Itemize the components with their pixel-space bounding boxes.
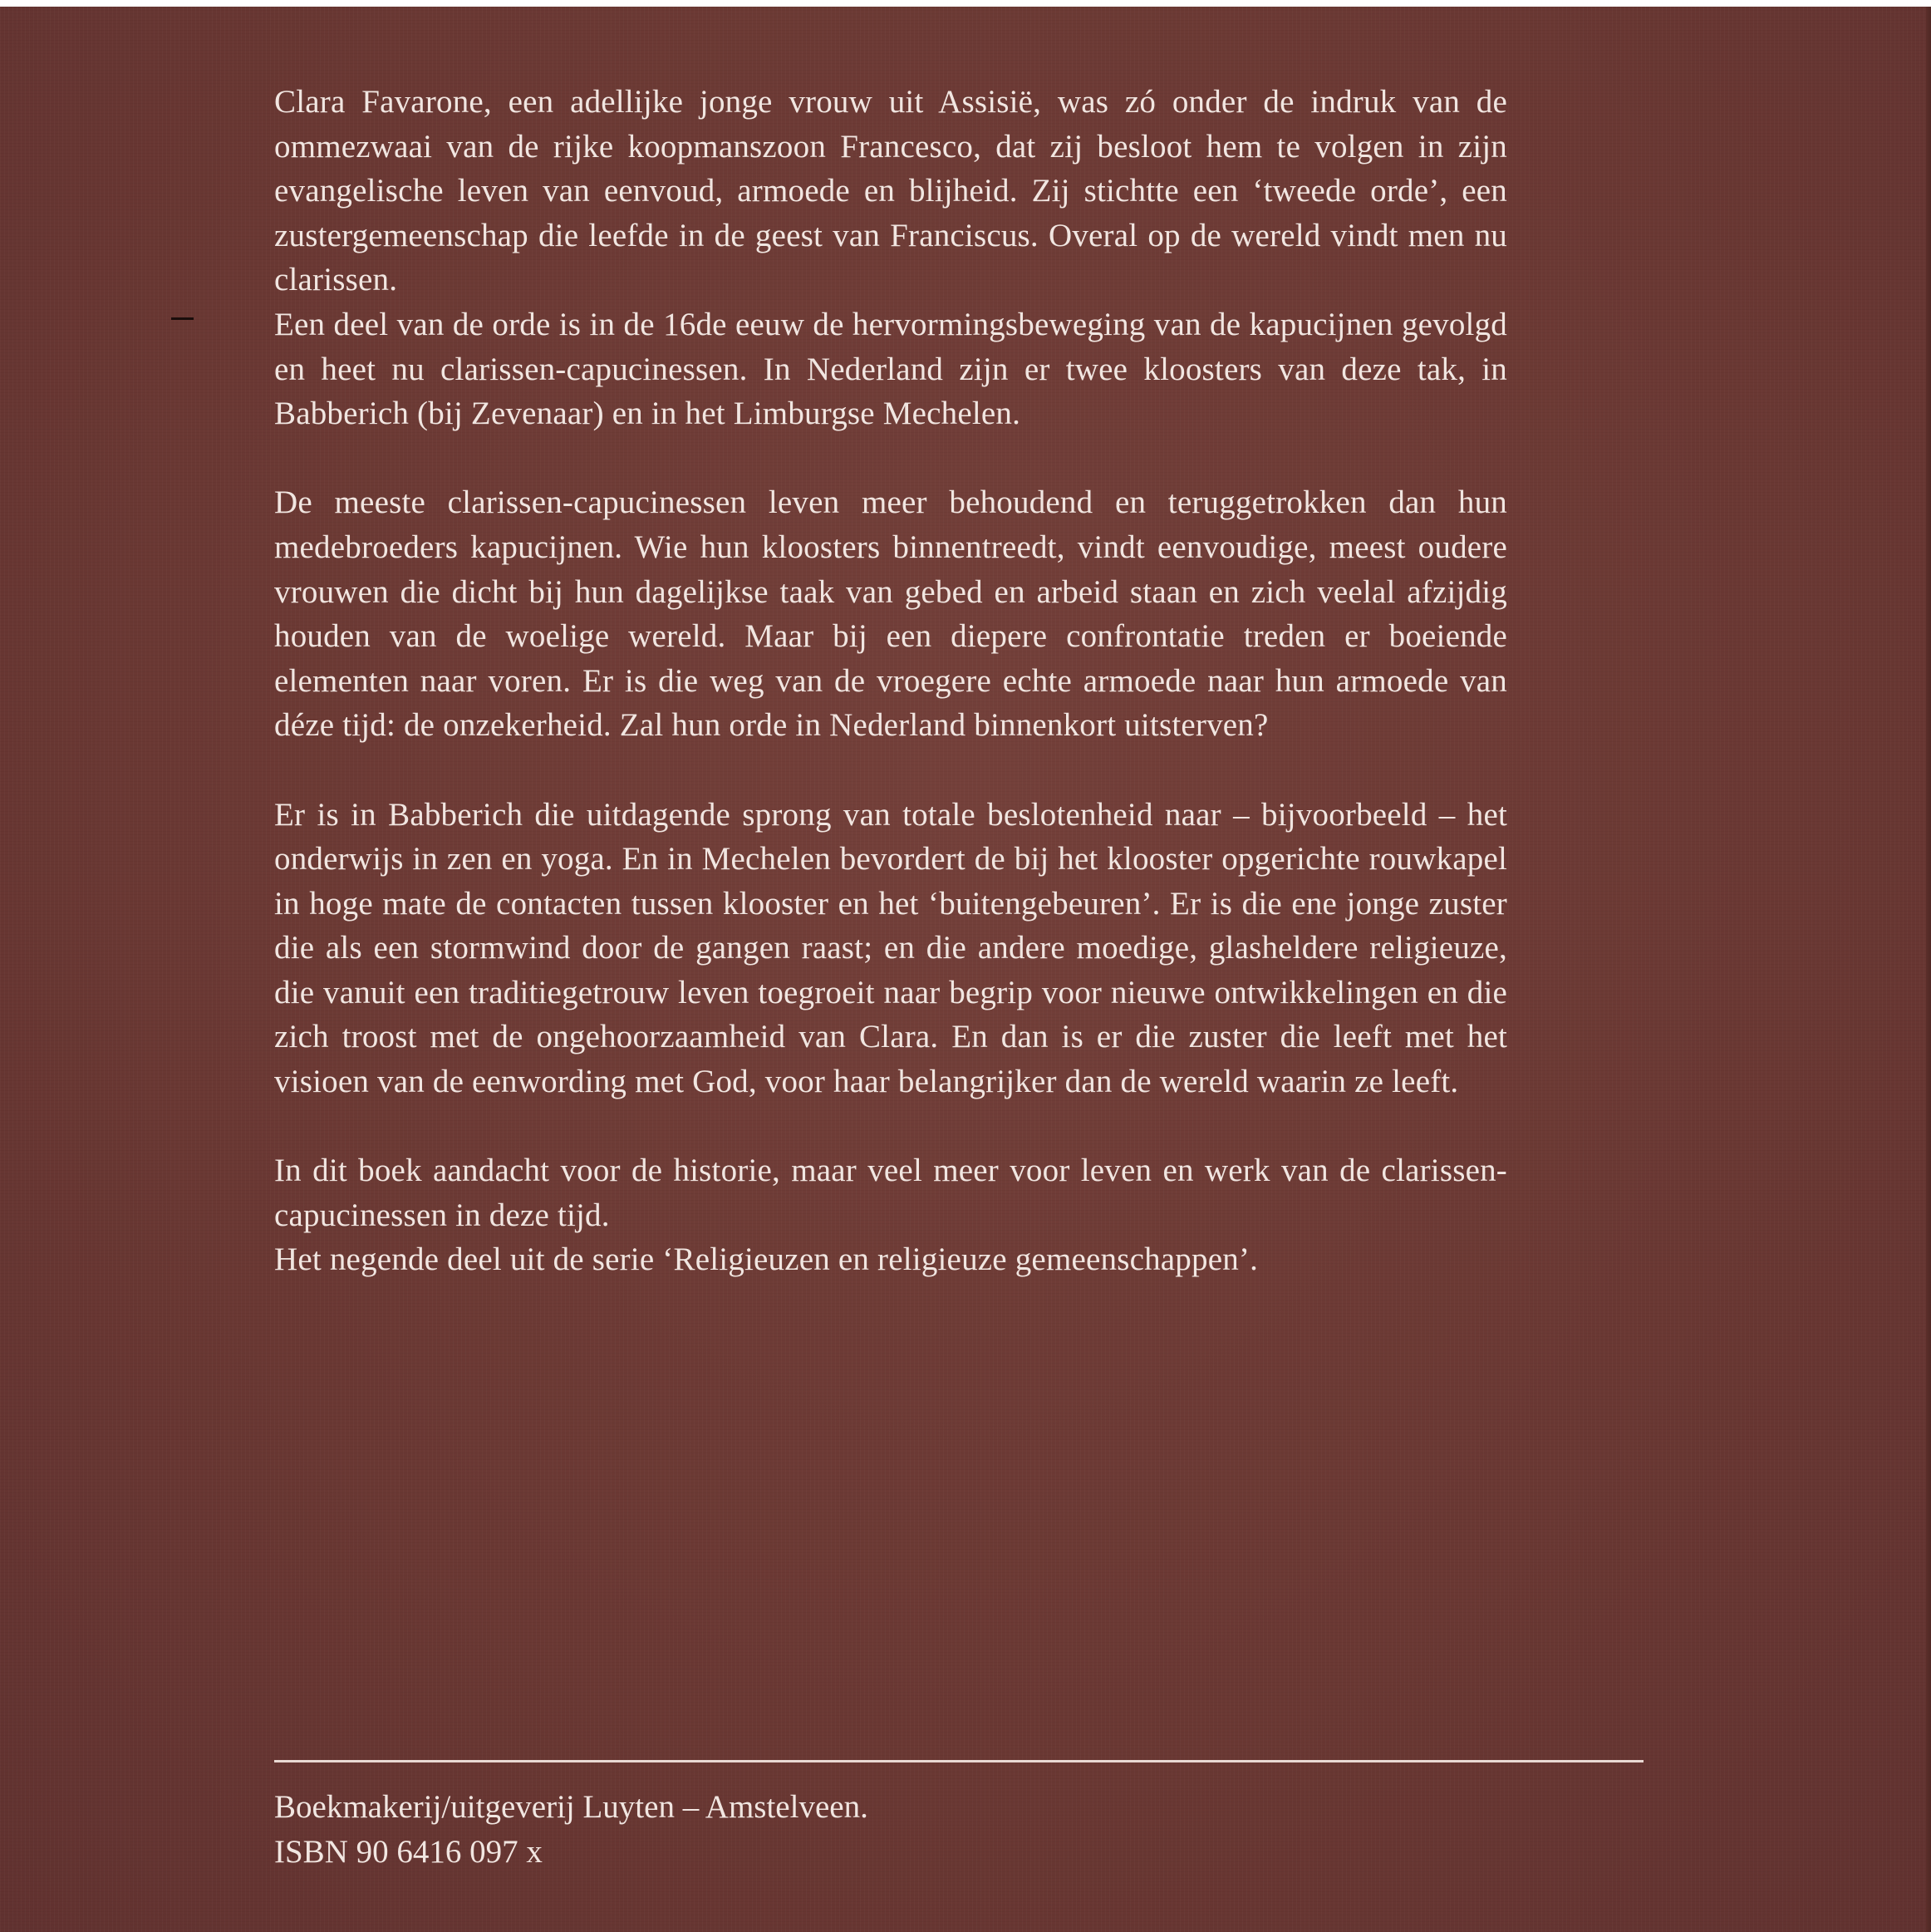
blurb-paragraph-5: In dit boek aandacht voor de historie, maar veel meer voor leven en werk van de clarissen-capucinessen in deze tijd. bbox=[274, 1153, 1507, 1233]
isbn: ISBN 90 6416 097 x bbox=[274, 1834, 543, 1870]
blurb-paragraph-4: Er is in Babberich die uitdagende sprong van totale beslotenheid naar – bijvoorbeeld – het onderwijs in zen en yoga. En in Mechelen bevordert de bij het klooster opgerichte rouwkapel in hoge mate de contacten tussen klooster en het ‘buitengebeuren’. Er is die ene jonge zuster die als een stormwind door de gangen raast; en die andere moedige, glasheldere religieuze, die vanuit een traditiegetrouw leven toegroeit naar begrip voor nieuwe ontwikkelingen en die zich troost met de ongehoorzaamheid van Clara. En dan is er die zuster die leeft met het visioen van de eenwording met God, voor haar belangrijker dan de wereld waarin ze leeft. bbox=[274, 796, 1507, 1100]
margin-mark bbox=[171, 317, 194, 320]
publisher-info bbox=[274, 1785, 868, 1875]
blurb-paragraph-1: Clara Favarone, een adellijke jonge vrouw uit Assisië, was zó onder de indruk van de ommezwaai van de rijke koopmanszoon Francesco, dat zij besloot hem te volgen in zijn evangelische leven van eenvoud, armoede en blijheid. Zij stichtte een ‘tweede orde’, een zustergemeenschap die leefde in de geest van Franciscus. Overal op de wereld vindt men nu clarissen. bbox=[274, 84, 1507, 298]
book-back-cover bbox=[0, 7, 1931, 1932]
publisher-name: Boekmakerij/uitgeverij Luyten – Amstelveen. bbox=[274, 1789, 868, 1825]
scan-edge bbox=[1926, 7, 1931, 1932]
blurb-paragraph-6: Het negende deel uit de serie ‘Religieuzen en religieuze gemeenschappen’. bbox=[274, 1241, 1259, 1278]
blurb-paragraph-2: Een deel van de orde is in de 16de eeuw de hervormingsbeweging van de kapucijnen gevolgd en heet nu clarissen-capucinessen. In Nederland zijn er twee kloosters van deze tak, in Babberich (bij Zevenaar) en in het Limburgse Mechelen. bbox=[274, 306, 1507, 432]
divider-rule bbox=[274, 1760, 1644, 1762]
blurb-paragraph-3: De meeste clarissen-capucinessen leven meer behoudend en teruggetrokken dan hun medebroeders kapucijnen. Wie hun kloosters binnentreedt, vindt eenvoudige, meest oudere vrouwen die dicht bij hun dagelijkse taak van gebed en arbeid staan en zich veelal afzijdig houden van de woelige wereld. Maar bij een diepere confrontatie treden er boeiende elementen naar voren. Er is die weg van de vroegere echte armoede naar hun armoede van déze tijd: de onzekerheid. Zal hun orde in Nederland binnenkort uitsterven? bbox=[274, 484, 1507, 744]
blurb-text bbox=[274, 80, 1507, 1282]
